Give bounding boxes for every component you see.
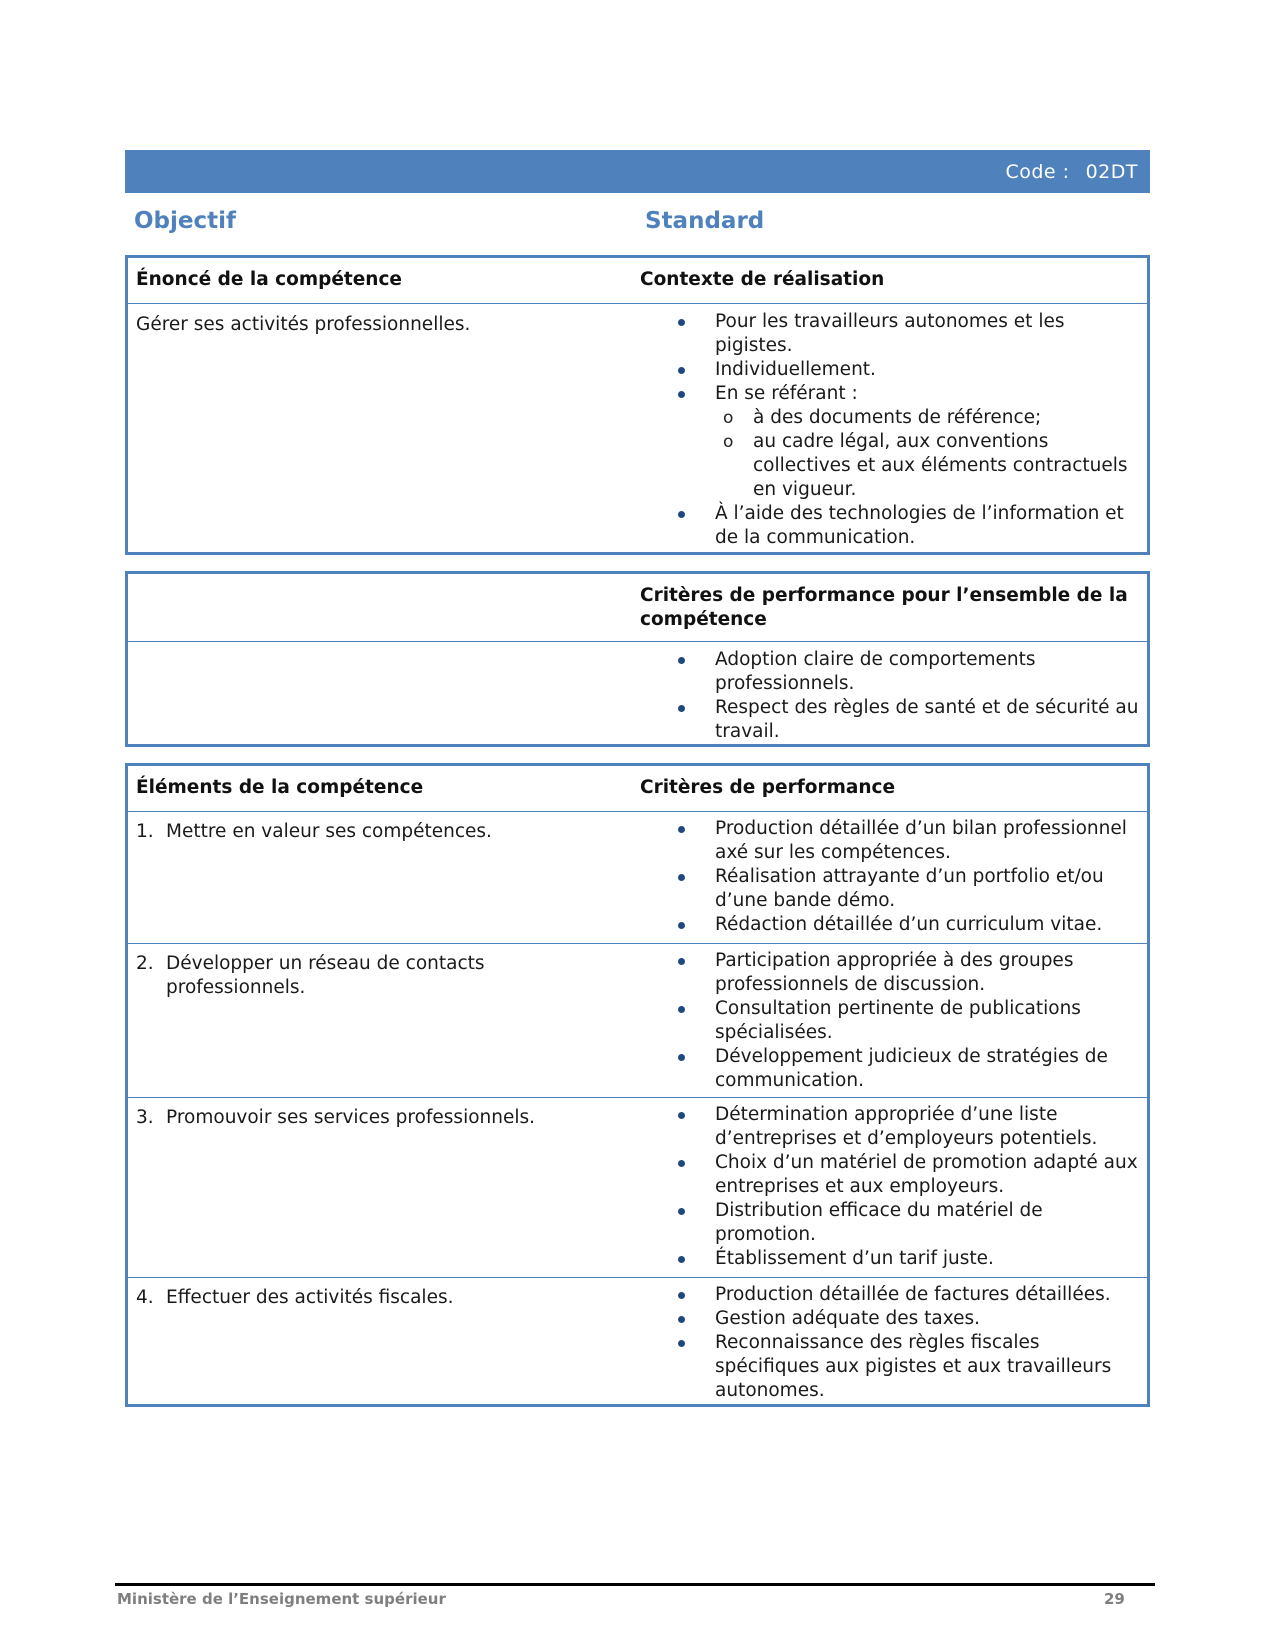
list-item: Rédaction détaillée d’un curriculum vitae. (640, 913, 1139, 937)
list-item: Respect des règles de santé et de sécurité au travail. (640, 696, 1139, 744)
criteres-cell (638, 812, 1147, 943)
table-criteres-ensemble (125, 571, 1150, 747)
list-item: Pour les travailleurs autonomes et les pigistes. (640, 310, 1139, 358)
list-item (640, 382, 1139, 502)
criteres-list (640, 1103, 1139, 1271)
table-row (128, 811, 1147, 943)
table-header-row (128, 574, 1147, 641)
criteres-cell (638, 1098, 1147, 1277)
list-item: Distribution efficace du matériel de promotion. (640, 1199, 1139, 1247)
table-row (128, 943, 1147, 1097)
element-text: Effectuer des activités fiscales. (166, 1287, 454, 1308)
list-item: Développement judicieux de stratégies de communication. (640, 1045, 1139, 1093)
table-row (128, 1277, 1147, 1403)
table-header-row (128, 766, 1147, 811)
list-item: Consultation pertinente de publications spécialisées. (640, 997, 1139, 1045)
element-number: 4. (136, 1287, 154, 1308)
list-item: Détermination appropriée d’une liste d’entreprises et d’employeurs potentiels. (640, 1103, 1139, 1151)
list-item: Établissement d’un tarif juste. (640, 1247, 1139, 1271)
code-value: 02DT (1085, 160, 1138, 183)
list-item: Individuellement. (640, 358, 1139, 382)
list-item: Réalisation attrayante d’un portfolio et/ou d’une bande démo. (640, 865, 1139, 913)
list-item: Gestion adéquate des taxes. (640, 1307, 1139, 1331)
element-item (136, 1286, 638, 1310)
element-number: 1. (136, 821, 154, 842)
criteres-cell (638, 1278, 1147, 1403)
sub-list-item: o au cadre légal, aux conventions collectives et aux éléments contractuels en vigueur. (715, 430, 1139, 502)
element-cell (128, 1278, 638, 1403)
header-contexte: Contexte de réalisation (640, 269, 885, 290)
element-number: 2. (136, 953, 154, 974)
element-item (136, 820, 638, 844)
contexte-sublist (715, 406, 1139, 502)
empty-cell (128, 642, 638, 744)
criteres-list (640, 949, 1139, 1093)
criteres-ensemble-cell (638, 642, 1147, 744)
header-criteres-ensemble: Critères de performance pour l’ensemble de la compétence (640, 585, 1128, 630)
footer-page-number: 29 (1104, 1590, 1125, 1608)
criteres-cell (638, 944, 1147, 1097)
element-text: Promouvoir ses services professionnels. (166, 1107, 536, 1128)
header-empty (128, 574, 638, 641)
table-enonce-contexte (125, 255, 1150, 555)
element-cell (128, 944, 638, 1097)
header-elements: Éléments de la compétence (136, 777, 424, 798)
list-item: Production détaillée de factures détaillées. (640, 1283, 1139, 1307)
list-item: À l’aide des technologies de l’information et de la communication. (640, 502, 1139, 550)
section-title-objectif: Objectif (134, 208, 237, 234)
section-title-standard: Standard (645, 208, 765, 234)
table-header-row (128, 258, 1147, 303)
sub-list-item: o à des documents de référence; (715, 406, 1139, 430)
criteres-ensemble-list (640, 648, 1139, 744)
code-label: Code : (1005, 160, 1070, 183)
element-cell (128, 812, 638, 943)
table-row (128, 303, 1147, 550)
criteres-list (640, 817, 1139, 937)
list-item-text: En se référant : (715, 383, 858, 404)
element-cell (128, 1098, 638, 1277)
footer-ministry: Ministère de l’Enseignement supérieur (117, 1590, 446, 1608)
header-enonce: Énoncé de la compétence (136, 269, 402, 290)
list-item: Production détaillée d’un bilan professionnel axé sur les compétences. (640, 817, 1139, 865)
element-text: Développer un réseau de contacts professionnels. (166, 953, 485, 998)
table-row (128, 1097, 1147, 1277)
list-item: Adoption claire de comportements professionnels. (640, 648, 1139, 696)
element-item (136, 952, 638, 1000)
criteres-list (640, 1283, 1139, 1403)
contexte-cell (638, 304, 1147, 550)
element-text: Mettre en valeur ses compétences. (166, 821, 492, 842)
table-row (128, 641, 1147, 744)
contexte-list (640, 310, 1139, 550)
list-item: Choix d’un matériel de promotion adapté aux entreprises et aux employeurs. (640, 1151, 1139, 1199)
element-item (136, 1106, 638, 1130)
table-elements-criteres (125, 763, 1150, 1407)
code-header-bar (125, 150, 1150, 193)
footer-divider (115, 1583, 1155, 1586)
list-item: Participation appropriée à des groupes professionnels de discussion. (640, 949, 1139, 997)
list-item: Reconnaissance des règles fiscales spécifiques aux pigistes et aux travailleurs autonomes. (640, 1331, 1139, 1403)
enonce-text: Gérer ses activités professionnelles. (136, 314, 471, 335)
header-criteres: Critères de performance (640, 777, 896, 798)
element-number: 3. (136, 1107, 154, 1128)
